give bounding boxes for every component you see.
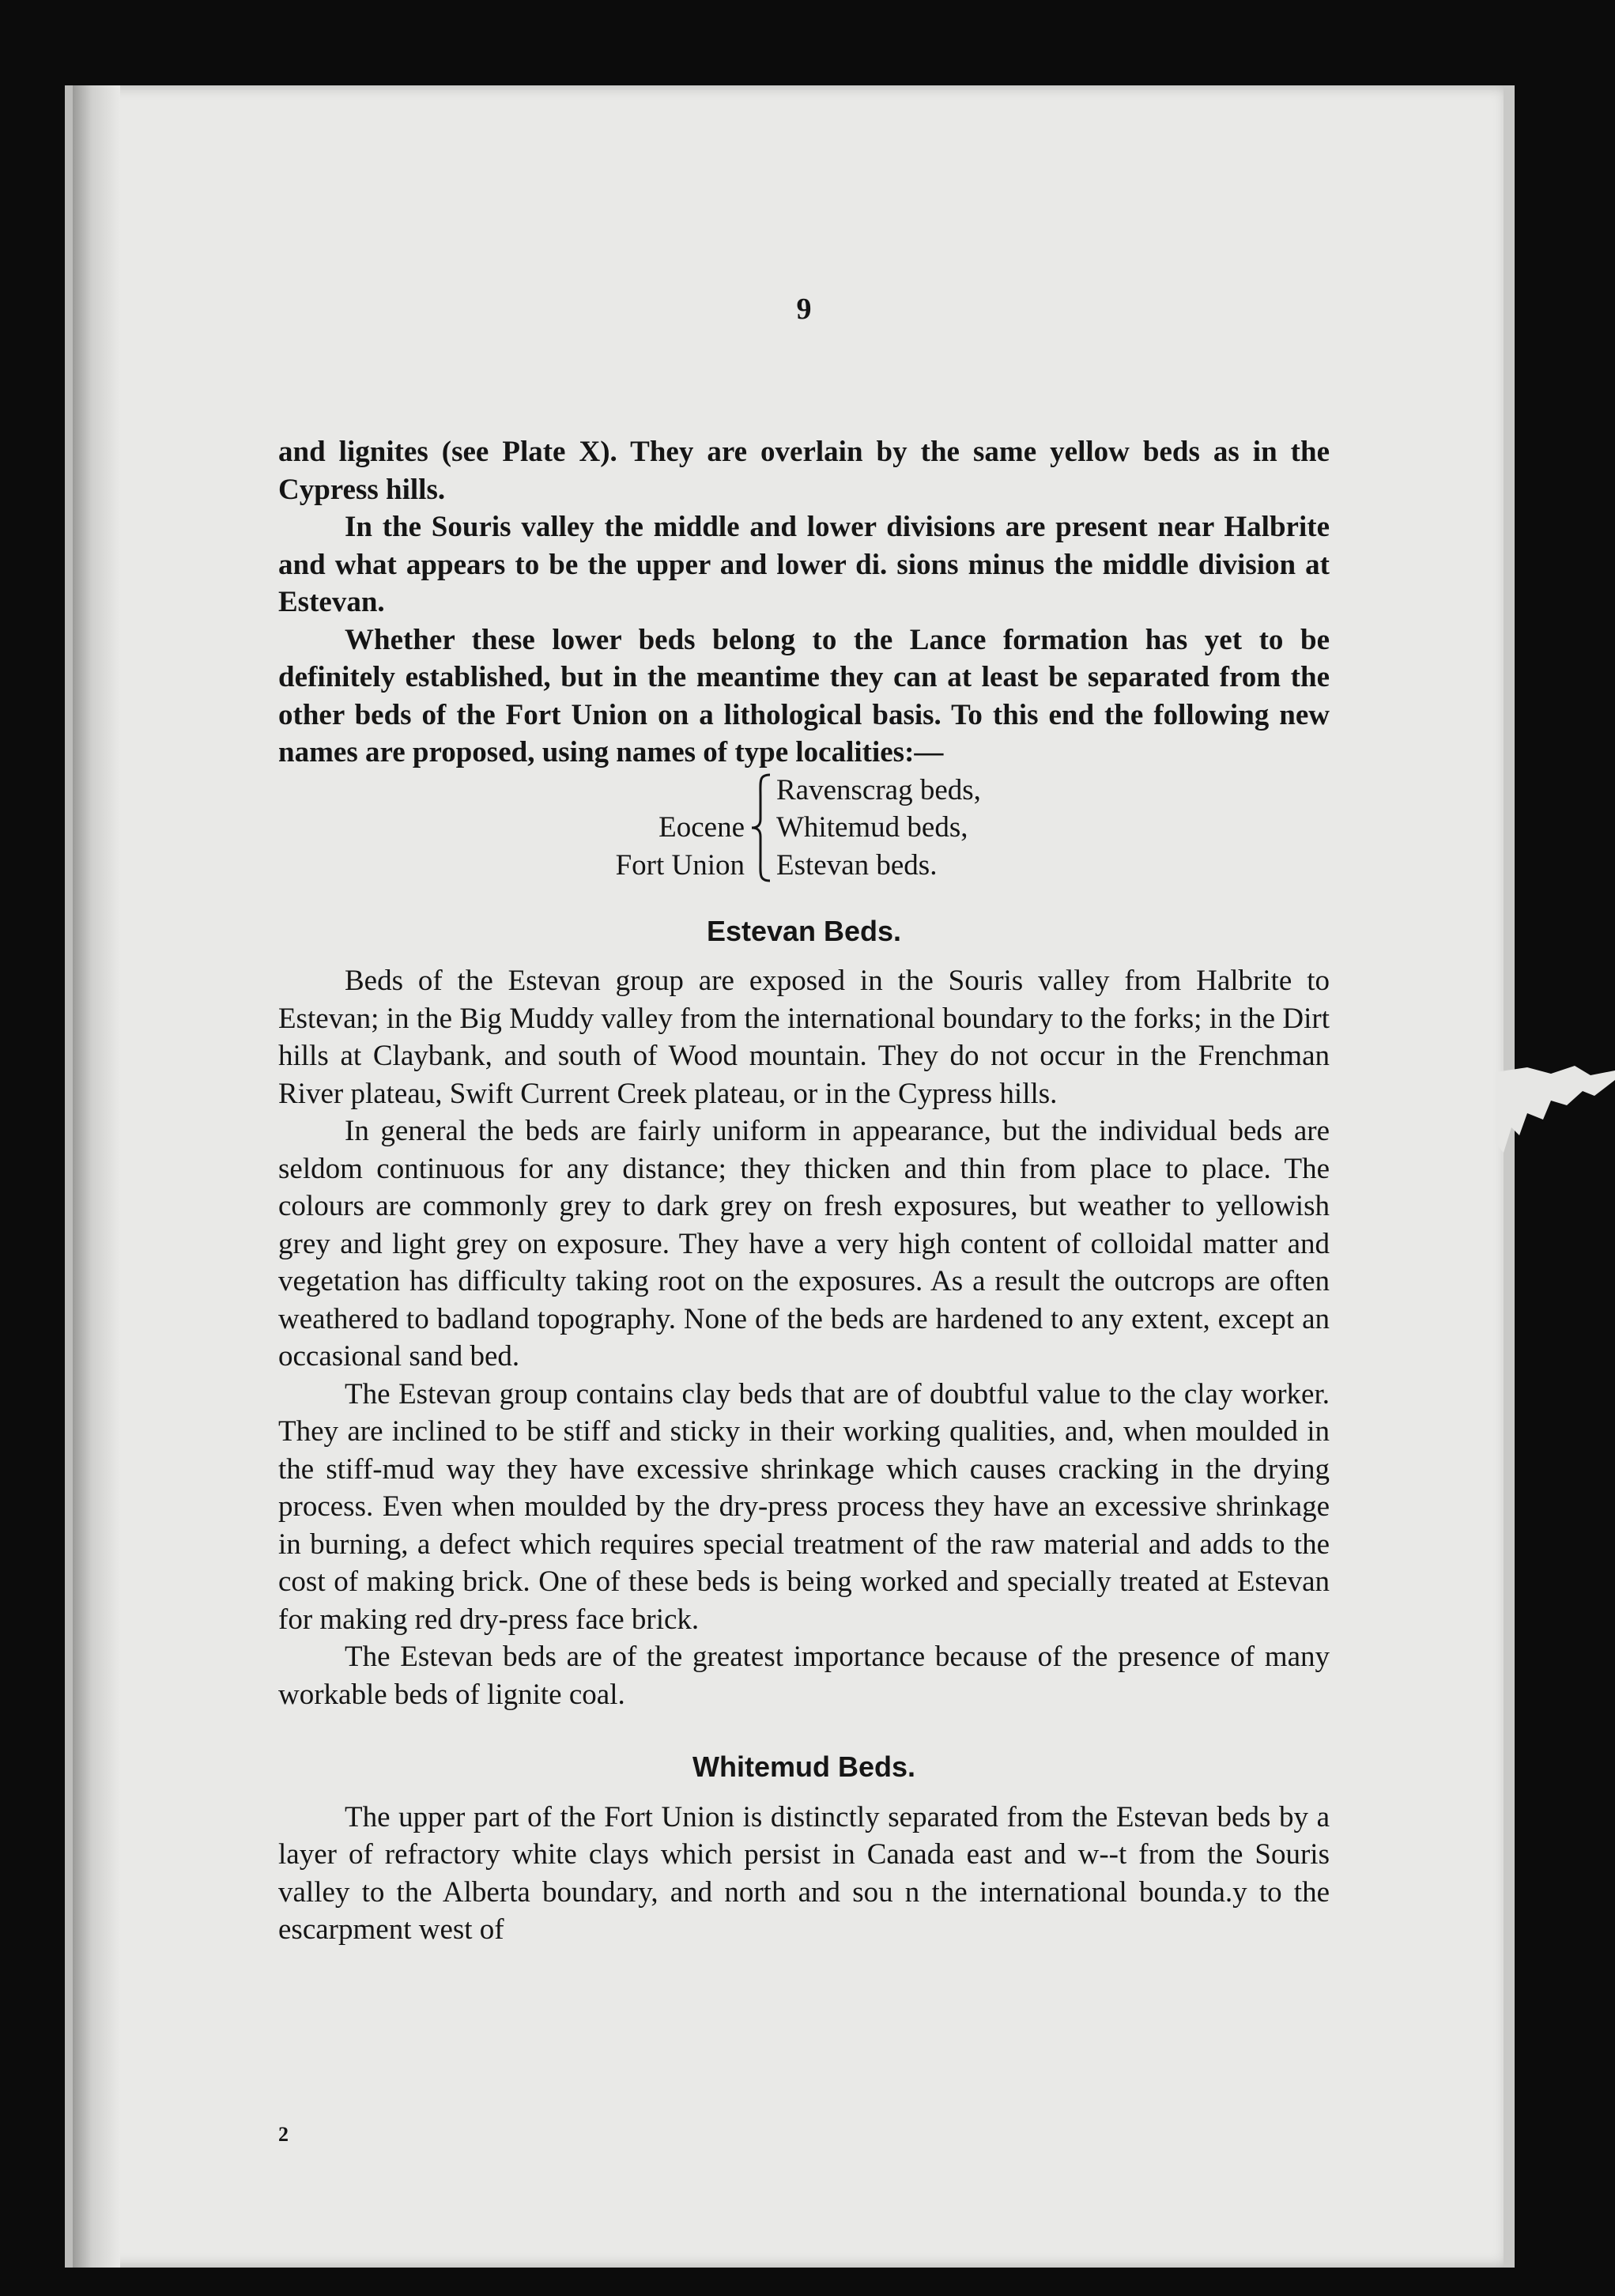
heading-whitemud-beds: Whitemud Beds. [692, 1750, 915, 1783]
page-gutter-shadow [73, 85, 120, 2268]
paragraph-estevan-3: The Estevan group contains clay beds that are of doubtful value to the clay worker. They are inclined to be stiff and sticky in their working qualities, and, when moulded in the stiff-mud way they have excessive shrinkage which causes cracking in the drying process. Even when moulded by the dry-press process they have an excessive shrinkage in burning, a defect which requires special treatment of the raw material and adds to the cost of making brick. One of these beds is being worked and specially treated at Estevan for making red dry-press face brick. [278, 1377, 1330, 1636]
torn-paper-fragment [1496, 1064, 1615, 1167]
classification-brace [278, 772, 1330, 884]
paragraph-intro-3: Whether these lower beds belong to the Lance formation has yet to be definitely established, but in the meantime they can at least be separated from the other beds of the Fort Union on a lithological basis. To this end the following new names are proposed, using names of type localities:— [278, 623, 1330, 768]
brace-icon [749, 773, 773, 882]
classification-left [579, 809, 745, 884]
classification-whitemud: Whitemud beds, [776, 811, 968, 844]
book-page [65, 85, 1515, 2268]
paragraph-estevan-1: Beds of the Estevan group are exposed in the Souris valley from Halbrite to Estevan; in the Big Muddy valley from the international boundary to the forks; in the Dirt hills at Claybank, and south of Wood mountain. They do not occur in the Frenchman River plateau, Swift Current Creek plateau, or in the Cypress hills. [278, 965, 1330, 1110]
paragraph-whitemud-1: The upper part of the Fort Union is distinctly separated from the Estevan beds by a layer of refractory white clays which persist in Canada east and w--t from the Souris valley to the Alberta boundary, and north and sou n the international bounda.y to the escarpment west of [278, 1800, 1330, 1946]
paragraph-intro-1: and lignites (see Plate X). They are overlain by the same yellow beds as in the Cypress hills. [278, 436, 1330, 506]
classification-ravenscrag: Ravenscrag beds, [776, 773, 981, 806]
paragraph-estevan-4: The Estevan beds are of the greatest importance because of the presence of many workable beds of lignite coal. [278, 1641, 1330, 1711]
classification-right [776, 772, 981, 885]
paragraph-estevan-2: In general the beds are fairly uniform in appearance, but the individual beds are seldom continuous for any distance; they thicken and thin from place to place. The colours are commonly grey to dark grey on fresh exposures, but weather to yellowish grey and light grey on exposure. They have a very high content of colloidal matter and vegetation has difficulty taking root on the exposures. As a result the outcrops are often weathered to badland topography. None of the beds are hardened to any extent, except an occasional sand bed. [278, 1115, 1330, 1373]
heading-estevan-beds: Estevan Beds. [706, 914, 902, 947]
signature-mark: 2 [278, 2123, 289, 2146]
classification-left-fort-union: Fort Union [615, 848, 745, 882]
classification-estevan: Estevan beds. [776, 848, 938, 882]
body-text [278, 433, 1330, 1949]
paragraph-intro-2: In the Souris valley the middle and lower divisions are present near Halbrite and what appears to be the upper and lower di. sions minus the middle division at Estevan. [278, 511, 1330, 618]
classification-left-eocene: Eocene [658, 811, 745, 844]
page-number: 9 [796, 293, 812, 326]
